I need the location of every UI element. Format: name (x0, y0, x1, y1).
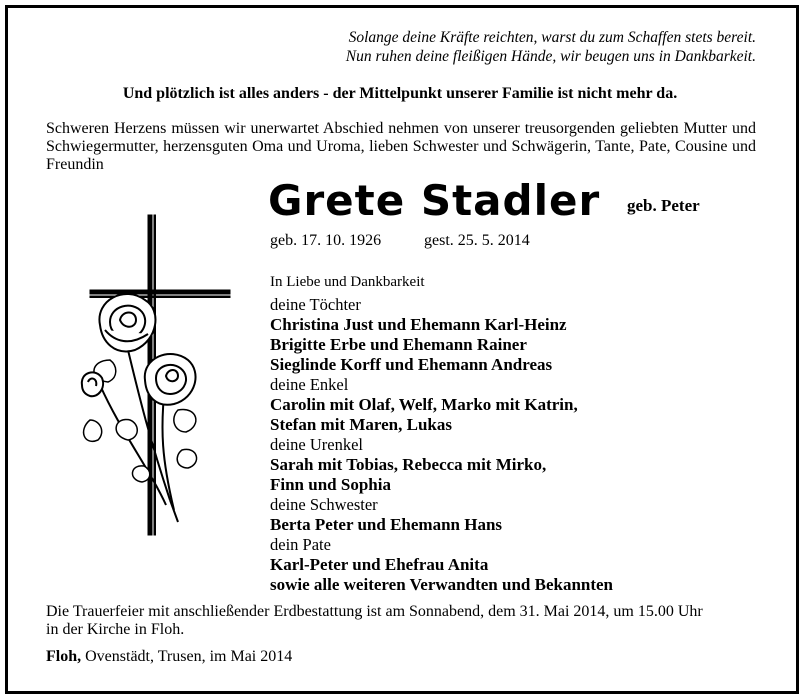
birth-date: geb. 17. 10. 1926 (270, 232, 382, 249)
mourner-line: Christina Just und Ehemann Karl-Heinz (270, 315, 567, 334)
mourner-line: Sarah mit Tobias, Rebecca mit Mirko, (270, 455, 547, 474)
cross-with-roses-icon (70, 210, 260, 540)
place-and-date (46, 648, 292, 666)
mourners-list (270, 272, 613, 595)
place-town: Floh, (46, 648, 82, 665)
funeral-line-1: Die Trauerfeier mit anschließender Erdbestattung ist am Sonnabend, dem 31. Mai 2014, um 15.00 Uhr (46, 603, 703, 620)
deceased-name: Grete Stadler (268, 176, 601, 225)
place-rest: Ovenstädt, Trusen, im Mai 2014 (81, 648, 293, 665)
mourner-line: Berta Peter und Ehemann Hans (270, 515, 503, 534)
mourner-line: deine Urenkel (270, 435, 363, 454)
funeral-line-2: in der Kirche in Floh. (46, 621, 185, 638)
mourner-line: dein Pate (270, 535, 331, 554)
mourner-line: Carolin mit Olaf, Welf, Marko mit Katrin, (270, 395, 578, 414)
mourner-line: deine Töchter (270, 295, 361, 314)
motto-line-1: Solange deine Kräfte reichten, warst du zum Schaffen stets bereit. (348, 29, 756, 46)
mourner-line: Karl-Peter und Ehefrau Anita (270, 555, 489, 574)
mourner-line: Stefan mit Maren, Lukas (270, 415, 452, 434)
mourner-line: Sieglinde Korff und Ehemann Andreas (270, 355, 553, 374)
mourner-line: sowie alle weiteren Verwandten und Bekannten (270, 575, 614, 594)
funeral-notice (46, 603, 703, 639)
headline: Und plötzlich ist alles anders - der Mittelpunkt unserer Familie ist nicht mehr da. (122, 85, 678, 102)
mourner-line: deine Schwester (270, 495, 378, 514)
mourner-line: Brigitte Erbe und Ehemann Rainer (270, 335, 527, 354)
mourner-line: In Liebe und Dankbarkeit (270, 274, 425, 290)
mourner-line: Finn und Sophia (270, 475, 391, 494)
motto-line-2: Nun ruhen deine fleißigen Hände, wir beugen uns in Dankbarkeit. (345, 48, 756, 65)
death-date: gest. 25. 5. 2014 (424, 232, 530, 249)
mourner-line: deine Enkel (270, 375, 349, 394)
maiden-name: geb. Peter (627, 196, 700, 215)
intro-text: Schweren Herzens müssen wir unerwartet Abschied nehmen von unserer treusorgenden geliebten Mutter und Schwiegermutter, herzensguten Oma und Uroma, lieben Schwester und Schwägerin, Tante, Pate, Cousine und Freundin (46, 120, 756, 173)
